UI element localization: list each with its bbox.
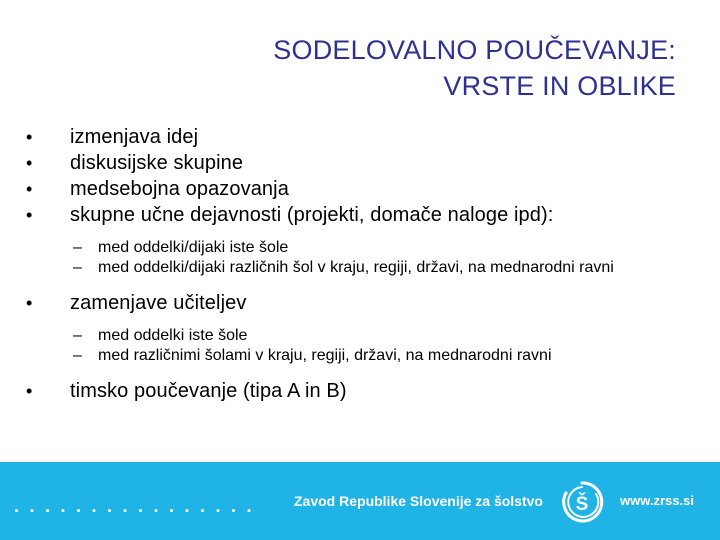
bullet-marker: • (26, 127, 33, 147)
slide-title (116, 32, 676, 104)
bullet-item (26, 124, 686, 150)
sub-bullet-text: med oddelki/dijaki iste šole (98, 239, 289, 256)
bullet-text: skupne učne dejavnosti (projekti, domače naloge ipd): (70, 204, 554, 226)
bullet-text: timsko poučevanje (tipa A in B) (70, 380, 347, 402)
bullet-marker: • (26, 293, 33, 313)
sub-bullet-text: med oddelki/dijaki različnih šol v kraju, regiji, državi, na mednarodni ravni (98, 259, 614, 276)
bullet-list (26, 124, 686, 404)
bullet-text: diskusijske skupine (70, 152, 244, 174)
sub-bullet-text: med oddelki iste šole (98, 327, 248, 344)
bullet-item (26, 378, 686, 404)
bullet-item (26, 150, 686, 176)
sub-bullet-item (26, 346, 686, 366)
bullet-text: zamenjave učiteljev (70, 292, 247, 314)
bullet-item (26, 290, 686, 316)
title-line-2: VRSTE IN OBLIKE (443, 71, 676, 101)
footer-dots: ................ (14, 496, 263, 516)
bullet-marker: • (26, 153, 33, 173)
logo-letter: Š (575, 494, 589, 515)
bullet-text: medsebojna opazovanja (70, 178, 289, 200)
dash-marker: – (73, 239, 82, 256)
sub-bullet-item (26, 326, 686, 346)
sub-bullet-item (26, 238, 686, 258)
bullet-marker: • (26, 179, 33, 199)
zrss-logo-icon (560, 480, 604, 524)
dash-marker: – (73, 347, 82, 364)
title-line-1: SODELOVALNO POUČEVANJE: (273, 35, 676, 65)
dash-marker: – (73, 259, 82, 276)
organization-name: Zavod Republike Slovenije za šolstvo (294, 493, 543, 509)
website-url: www.zrss.si (620, 493, 694, 508)
bullet-marker: • (26, 381, 33, 401)
bullet-item (26, 202, 686, 228)
sub-bullet-item (26, 258, 686, 278)
sub-bullet-text: med različnimi šolami v kraju, regiji, državi, na mednarodni ravni (98, 347, 552, 364)
bullet-marker: • (26, 205, 33, 225)
bullet-text: izmenjava idej (70, 126, 199, 148)
dash-marker: – (73, 327, 82, 344)
bullet-item (26, 176, 686, 202)
